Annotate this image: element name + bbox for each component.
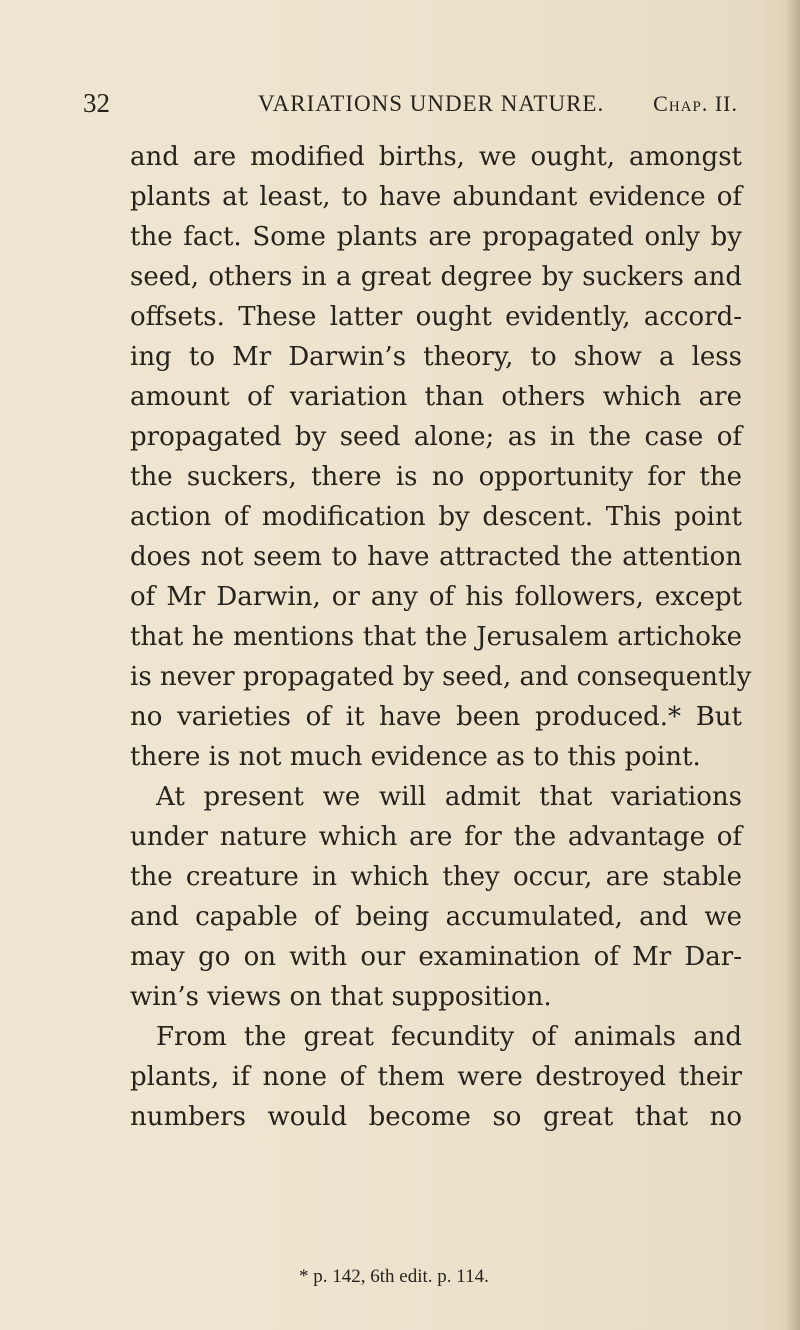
text-line: the fact. Some plants are propagated only by (130, 222, 742, 252)
text-line: seed, others in a great degree by suckers and (130, 262, 742, 292)
text-line: ing to Mr Darwin’s theory, to show a less (130, 342, 742, 372)
text-line: and capable of being accumulated, and we (130, 902, 742, 932)
text-line: there is not much evidence as to this point. (130, 742, 701, 772)
chapter-reference: Chap. II. (653, 91, 738, 116)
text-line: plants at least, to have abundant evidence of (130, 182, 742, 212)
text-line: At present we will admit that variations (156, 782, 742, 812)
page-edge-shadow (786, 0, 800, 1330)
page-number: 32 (83, 88, 110, 118)
text-line: amount of variation than others which are (130, 382, 742, 412)
text-line: may go on with our examination of Mr Dar- (130, 942, 742, 972)
text-line: numbers would become so great that no (130, 1102, 742, 1132)
text-line: propagated by seed alone; as in the case of (130, 422, 742, 452)
running-head (83, 88, 738, 122)
text-line: that he mentions that the Jerusalem artichoke (130, 622, 742, 652)
text-line: plants, if none of them were destroyed their (130, 1062, 742, 1092)
text-line: offsets. These latter ought evidently, accord- (130, 302, 742, 332)
text-line: the creature in which they occur, are stable (130, 862, 742, 892)
text-line: under nature which are for the advantage of (130, 822, 742, 852)
text-line: the suckers, there is no opportunity for the (130, 462, 742, 492)
text-line: does not seem to have attracted the attention (130, 542, 742, 572)
body-text (130, 137, 752, 1137)
running-title: VARIATIONS UNDER NATURE. (258, 91, 605, 116)
footnote: * p. 142, 6th edit. p. 114. (299, 1266, 489, 1287)
text-line: is never propagated by seed, and consequently (130, 662, 752, 692)
text-line: and are modified births, we ought, amongst (130, 142, 742, 172)
text-line: of Mr Darwin, or any of his followers, except (130, 582, 742, 612)
text-line: From the great fecundity of animals and (156, 1022, 742, 1052)
text-line: action of modification by descent. This point (130, 502, 742, 532)
text-line: win’s views on that supposition. (130, 982, 552, 1012)
text-line: no varieties of it have been produced.* But (130, 702, 742, 732)
